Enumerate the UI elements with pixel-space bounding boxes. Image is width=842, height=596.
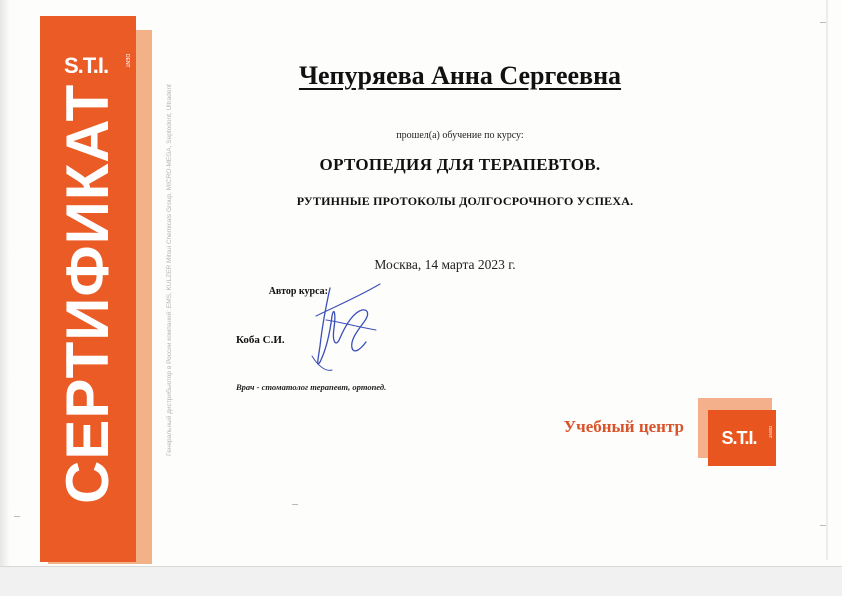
band-logo-suffix: DENT: [124, 54, 130, 68]
scan-mark: [292, 504, 298, 505]
author-name: Коба С.И.: [236, 334, 285, 346]
course-intro: прошел(а) обучение по курсу:: [396, 130, 524, 141]
scan-edge: [0, 0, 10, 595]
scan-bottom-band: [0, 566, 842, 596]
signature-image: [296, 276, 386, 376]
distributor-note: Генеральный дистрибьютор в России компаний: EMS, KULZER Mitsui Chemicals Group, MICRO-MEGA, Septodont, Ultradent: [166, 84, 173, 456]
author-label: Автор курса:: [268, 286, 328, 297]
course-subtitle: РУТИННЫЕ ПРОТОКОЛЫ ДОЛГОСРОЧНОГО УСПЕХА.: [296, 194, 634, 208]
recipient-name: Чепуряева Анна Сергеевна: [298, 61, 622, 90]
scan-mark: [14, 516, 20, 517]
author-role: Врач - стоматолог терапевт, ортопед.: [236, 382, 387, 392]
scan-mark: [820, 525, 826, 526]
band-logo: S.T.I.: [64, 53, 109, 78]
date-line: Москва, 14 марта 2023 г.: [374, 257, 516, 272]
certificate-heading: СЕРТИФИКАТ: [54, 83, 121, 504]
stamp-logo: S.T.I.: [721, 428, 757, 448]
scan-mark: [820, 22, 826, 23]
training-center-label: Учебный центр: [563, 417, 684, 436]
page-right-edge: [826, 0, 828, 560]
stamp-logo-suffix: DENT: [768, 426, 773, 439]
course-title: ОРТОПЕДИЯ ДЛЯ ТЕРАПЕВТОВ.: [319, 155, 601, 174]
